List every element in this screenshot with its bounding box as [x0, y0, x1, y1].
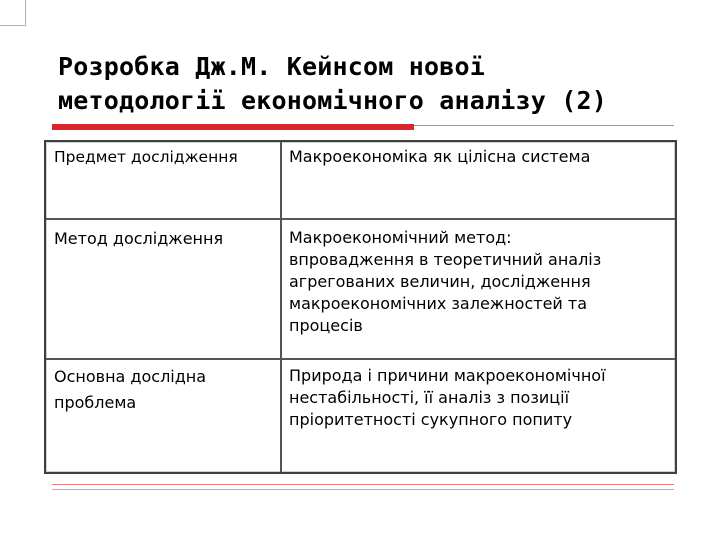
footer-rule-gray: [52, 489, 674, 490]
cell-label-method: Метод дослідження: [54, 229, 224, 248]
cell-value-line: впровадження в теоретичний аналіз: [289, 250, 602, 269]
table-row-subject: [46, 142, 675, 220]
cell-value-line: Природа і причини макроекономічної: [289, 366, 606, 385]
title-underline-accent: [52, 124, 414, 130]
cell-label-subject: Предмет дослідження: [54, 148, 238, 166]
cell-value-line: процесів: [289, 316, 363, 335]
cell-value-line: пріоритетності сукупного попиту: [289, 410, 573, 429]
cell-label-line: Основна дослідна: [54, 367, 207, 386]
cell-label-line: проблема: [54, 393, 137, 412]
cell-value-subject: Макроекономіка як цілісна система: [289, 147, 591, 166]
cell-value-method: [289, 227, 669, 337]
footer-rule-accent: [52, 484, 674, 485]
cell-value-line: Макроекономічний метод:: [289, 228, 512, 247]
column-divider: [280, 142, 282, 218]
column-divider: [280, 220, 282, 358]
cell-value-line: макроекономічних залежностей та: [289, 294, 588, 313]
table-row-method: [46, 220, 675, 360]
table-row-problem: [46, 360, 675, 472]
slide-title: [58, 50, 698, 118]
research-table: [44, 140, 677, 474]
slide-title-line-1: Розробка Дж.М. Кейнсом нової: [58, 52, 486, 81]
slide-title-line-2: методології економічного аналізу (2): [58, 86, 608, 115]
corner-decoration: [0, 0, 26, 26]
cell-label-problem: [54, 364, 276, 416]
cell-value-problem: [289, 365, 669, 431]
cell-value-line: агрегованих величин, дослідження: [289, 272, 591, 291]
column-divider: [280, 360, 282, 472]
cell-value-line: нестабільності, її аналіз з позиції: [289, 388, 570, 407]
